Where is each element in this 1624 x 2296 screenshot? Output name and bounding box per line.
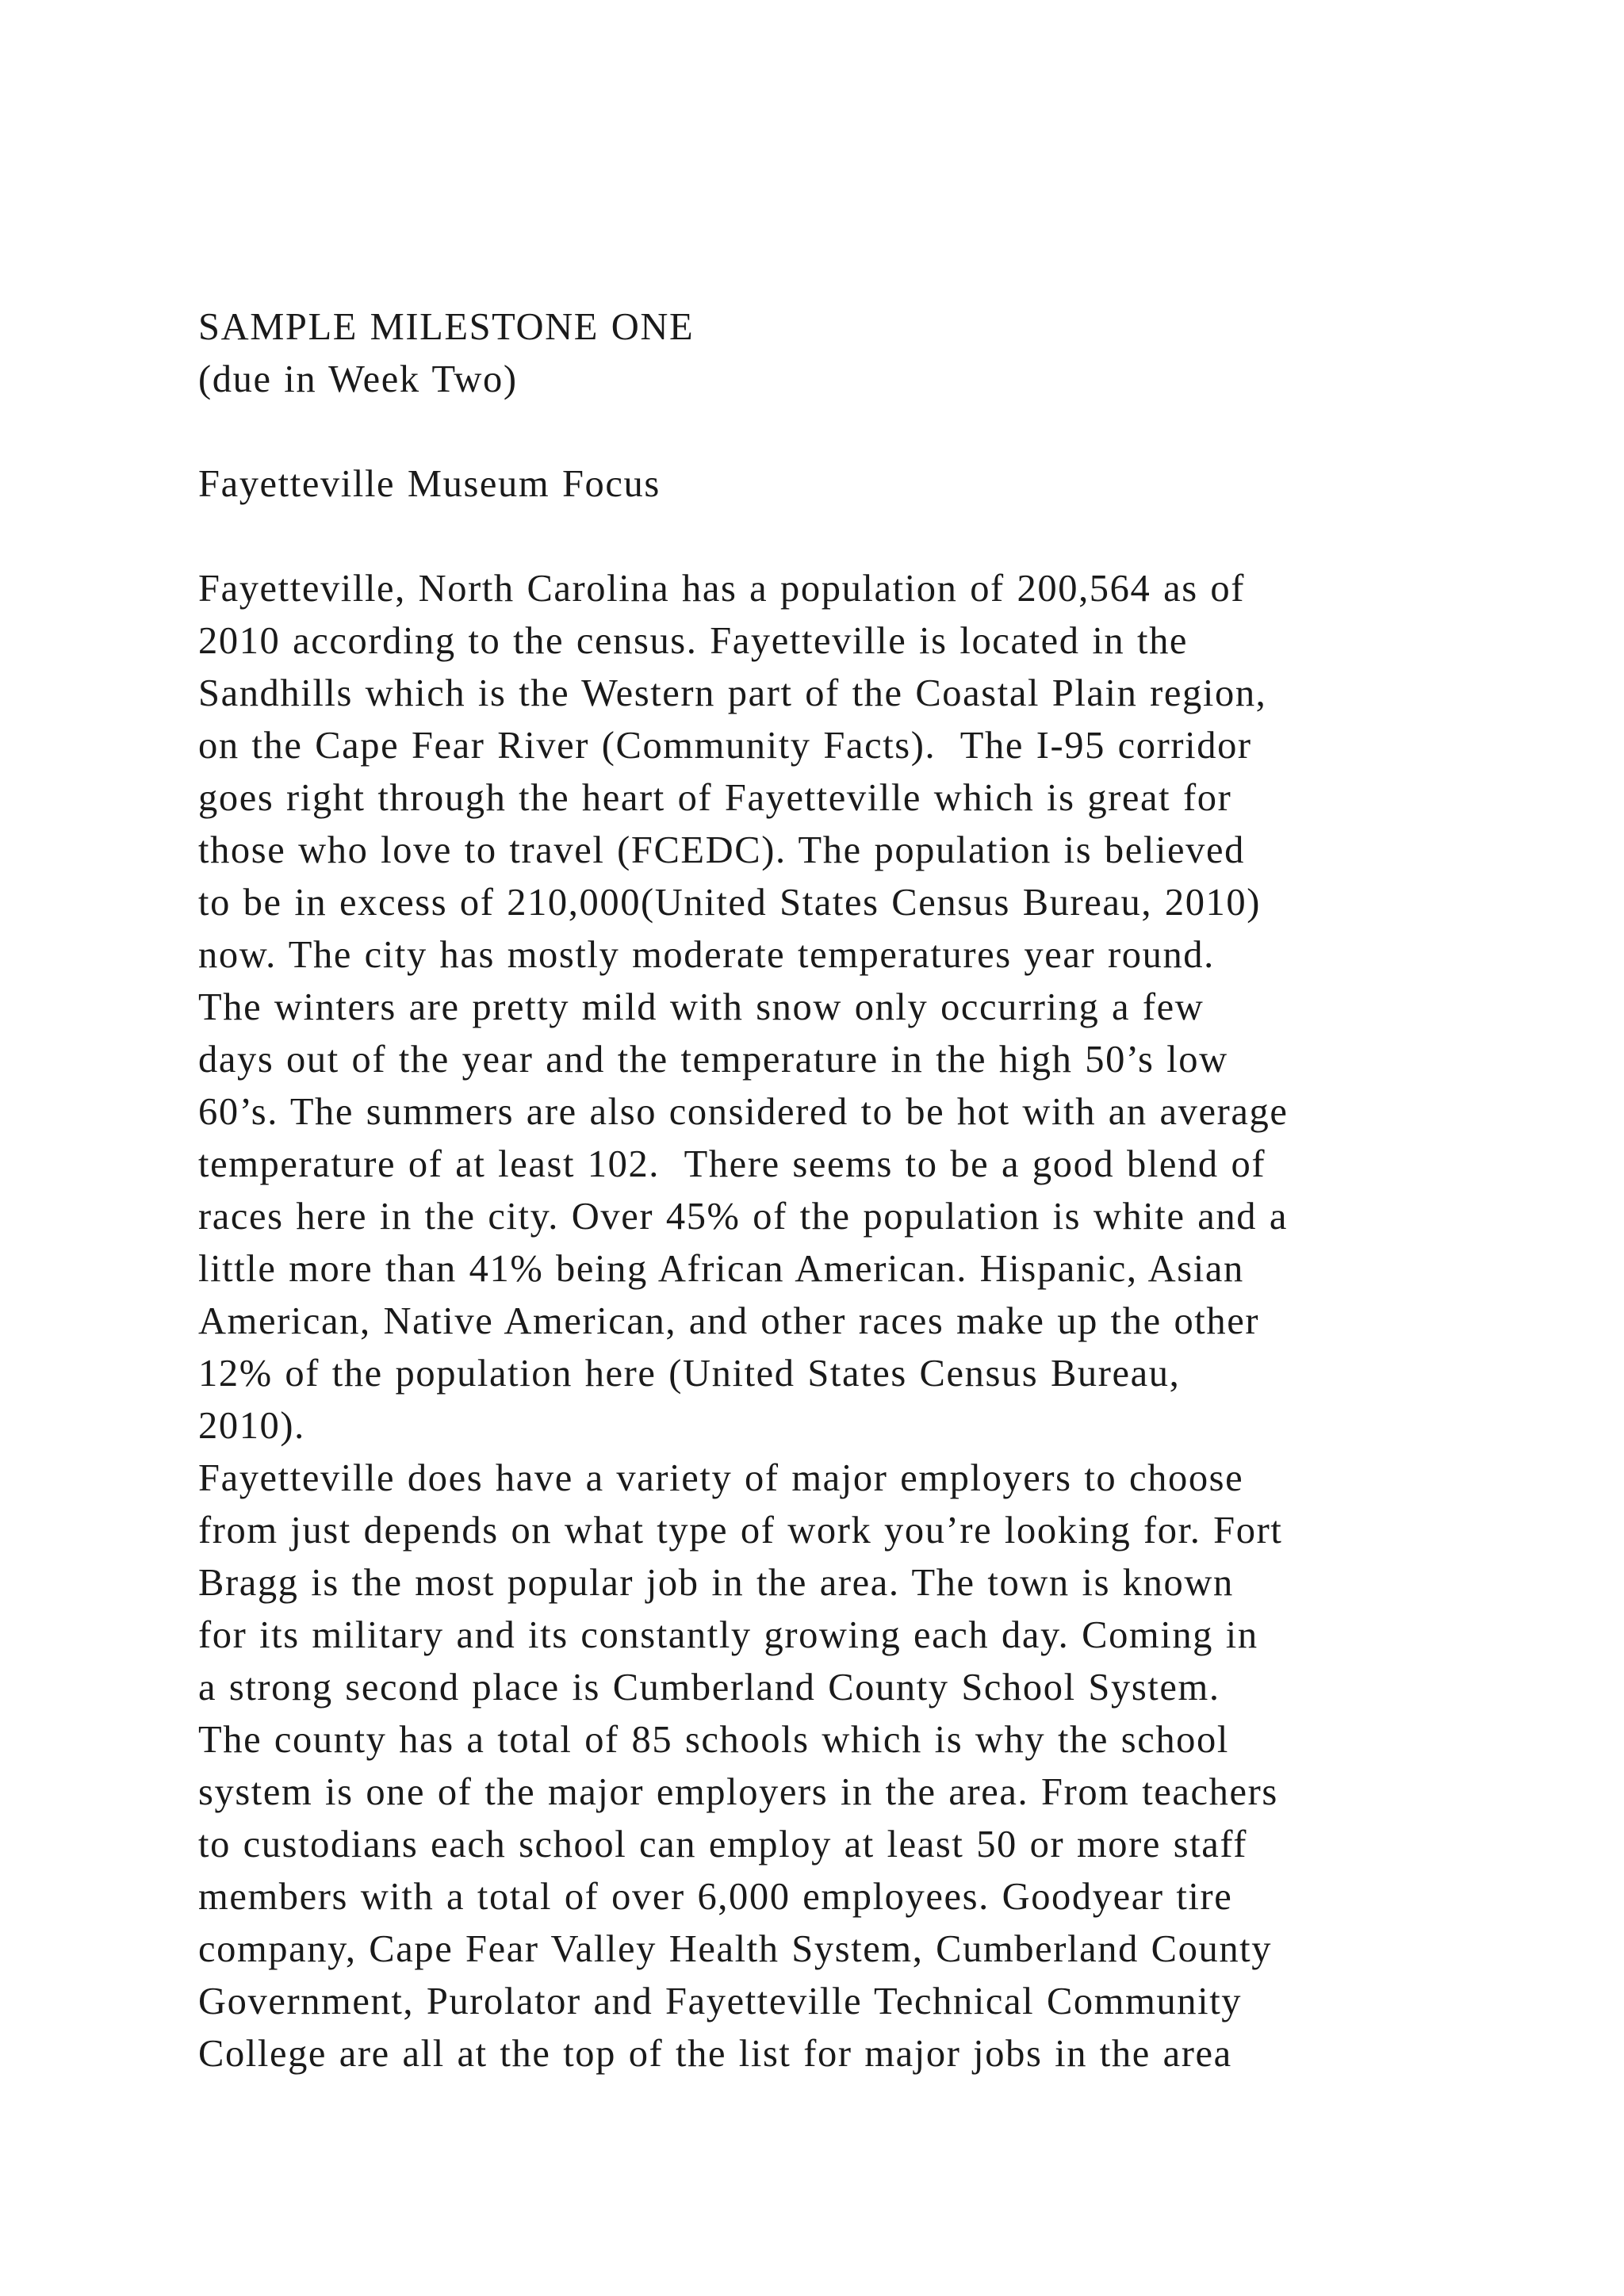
text-line: to custodians each school can employ at least 50 or more staff [198, 1823, 1248, 1866]
text-line: 2010). [198, 1405, 305, 1447]
text-line: 12% of the population here (United States Census Bureau, [198, 1353, 1181, 1395]
text-line: American, Native American, and other races make up the other [198, 1300, 1260, 1342]
text-line: temperature of at least 102. There seems to be a good blend of [198, 1143, 1266, 1185]
text-line: Fayetteville does have a variety of major employers to choose [198, 1457, 1244, 1499]
document-subheading: (due in Week Two) [198, 358, 518, 400]
text-line: little more than 41% being African American. Hispanic, Asian [198, 1248, 1244, 1290]
paragraph-2 [198, 1452, 1530, 2080]
document-title: Fayetteville Museum Focus [198, 463, 661, 505]
text-line: a strong second place is Cumberland County School System. [198, 1667, 1220, 1709]
text-line: members with a total of over 6,000 employees. Goodyear tire [198, 1876, 1233, 1918]
text-line: 2010 according to the census. Fayetteville is located in the [198, 620, 1189, 662]
text-line: The winters are pretty mild with snow only occurring a few [198, 986, 1205, 1028]
text-line: from just depends on what type of work you’re looking for. Fort [198, 1510, 1283, 1552]
text-line: races here in the city. Over 45% of the population is white and a [198, 1196, 1288, 1238]
blank-line [198, 406, 1530, 458]
text-line: Fayetteville, North Carolina has a population of 200,564 as of [198, 568, 1246, 610]
text-line: days out of the year and the temperature in the high 50’s low [198, 1039, 1228, 1081]
text-line: company, Cape Fear Valley Health System, Cumberland County [198, 1928, 1273, 1970]
text-line: 60’s. The summers are also considered to be hot with an average [198, 1091, 1289, 1133]
text-line: system is one of the major employers in the area. From teachers [198, 1771, 1278, 1813]
text-line: for its military and its constantly growing each day. Coming in [198, 1614, 1258, 1656]
document-body [198, 301, 1530, 2080]
text-line: now. The city has mostly moderate temperatures year round. [198, 934, 1215, 976]
paragraph-1 [198, 563, 1530, 1452]
text-line: on the Cape Fear River (Community Facts). The I-95 corridor [198, 725, 1252, 767]
text-line: goes right through the heart of Fayetteville which is great for [198, 777, 1232, 819]
blank-line [198, 511, 1530, 563]
text-line: College are all at the top of the list for major jobs in the area [198, 2033, 1232, 2075]
text-line: those who love to travel (FCEDC). The population is believed [198, 829, 1246, 871]
text-line: Government, Purolator and Fayetteville Technical Community [198, 1980, 1243, 2022]
text-line: Sandhills which is the Western part of the Coastal Plain region, [198, 672, 1267, 714]
document-heading: SAMPLE MILESTONE ONE [198, 306, 695, 348]
text-line: The county has a total of 85 schools which is why the school [198, 1719, 1229, 1761]
text-line: Bragg is the most popular job in the area. The town is known [198, 1562, 1234, 1604]
text-line: to be in excess of 210,000(United States Census Bureau, 2010) [198, 882, 1262, 924]
